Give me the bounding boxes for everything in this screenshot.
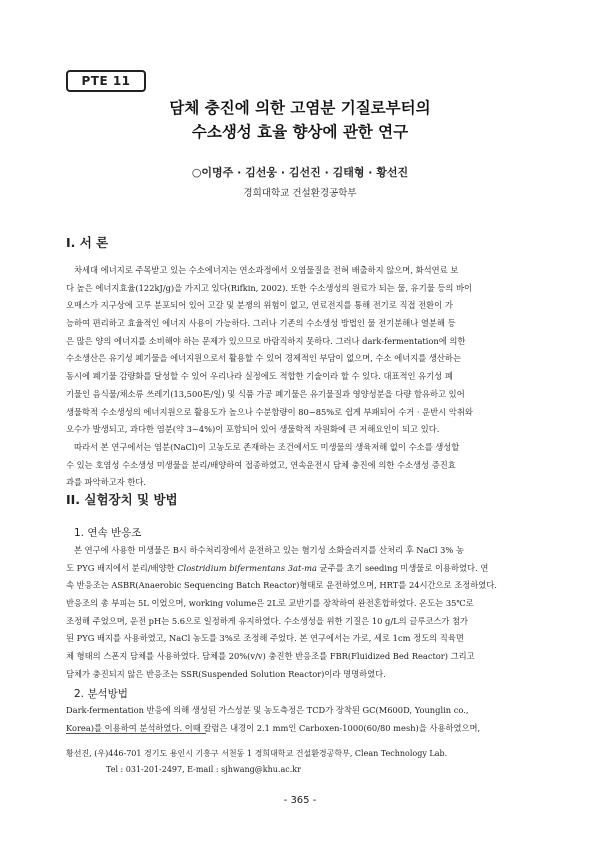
- text-line: 본 연구에 사용한 미생물은 B시 하수처리장에서 운전하고 있는 혐기성 소화슬러지를 산처리 후 NaCl 3% 농: [74, 545, 464, 555]
- text-line: Korea)를 이용하여 분석하였다. 이때 칼럼은 내경이 2.1 mm인 Carboxen-1000(60/80 mesh)을 사용하였으며,: [66, 722, 481, 733]
- text-line: 오수가 발생되고, 과다한 염분(약 3~4%)이 포함되어 있어 생물학적 자원화에 큰 저해요인이 되고 있다.: [66, 424, 440, 435]
- text-line: 오매스가 지구상에 고루 분포되어 있어 고갈 및 분쟁의 위험이 없고, 연료전지를 통해 전기로 직접 전환이 가: [66, 300, 453, 311]
- text-line: 수소생산은 유기성 폐기물을 에너지원으로서 활용할 수 있어 경제적인 부담이 없으며, 수소 에너지를 생산하는: [66, 353, 461, 364]
- text-line: Dark-fermentation 반응에 의해 생성된 가스성분 및 농도측정은 TCD가 장착된 GC(M600D, Younglin co.,: [66, 705, 469, 715]
- text-line: 반응조의 총 부피는 5L 이었으며, working volume은 2L로 교반기를 장착하여 완전혼합하였다. 온도는 35℃로: [66, 598, 474, 609]
- text-line: 다 높은 에너지효율(122kJ/g)을 가지고 있다(Rifkin, 2002). 또한 수소생성의 원료가 되는 물, 유기물 등의 바이: [66, 282, 473, 293]
- text-line: 수 있는 호염성 수소생성 미생물을 분리/배양하여 접종하였고, 연속운전시 담체 충진에 의한 수소생성 증진효: [66, 459, 456, 470]
- text-line: 담체가 충진되지 않은 반응조는 SSR(Suspended Solution Reactor)이라 명명하였다.: [66, 668, 386, 679]
- text-line: 속 반응조는 ASBR(Anaerobic Sequencing Batch Reactor)형태로 운전하였으며, HRT를 24시간으로 조정하였다.: [66, 580, 497, 591]
- title-line-2: 수소생성 효율 향상에 관한 연구: [191, 123, 409, 141]
- footnote-contact: Tel : 031-201-2497, E-mail : sjhwang@khu.ac.kr: [106, 765, 301, 774]
- text-line: 체 형태의 스폰지 담체를 사용하였다. 담체를 20%(v/v) 충진한 반응조를 FBR(Fluidized Bed Reactor) 그리고: [66, 651, 475, 662]
- section-1-paragraph-2: [66, 439, 536, 492]
- section-2-paragraph-1: [66, 542, 536, 684]
- species-name: Clostridium bifermentans 3at-ma: [177, 562, 317, 573]
- text-line: 차세대 에너지로 주목받고 있는 수소에너지는 연소과정에서 오염물질을 전혀 배출하지 않으며, 화석연료 보: [74, 265, 459, 275]
- authors: ○이명주 · 김선웅 · 김선진 · 김태형 · 황선진: [191, 166, 409, 179]
- subsection-analysis-method: 2. 분석방법: [74, 688, 128, 700]
- footnote-rule: [66, 733, 206, 734]
- text-line: 따라서 본 연구에서는 염분(NaCl)이 고농도로 존재하는 조건에서도 미생물의 생육저해 없이 수소를 생성할: [74, 442, 460, 452]
- title-line-1: 담체 충진에 의한 고염분 기질로부터의: [169, 99, 431, 117]
- section-2-heading: II. 실험장치 및 방법: [66, 492, 178, 507]
- text-line: 동시에 폐기물 감량화를 달성할 수 있어 우리나라 실정에도 적합한 기술이라 할 수 있다. 대표적인 유기성 폐: [66, 371, 453, 382]
- affiliation: 경희대학교 건설환경공학부: [243, 188, 357, 199]
- text-line: 조정해 주었으며, 운전 pH는 5.6으로 일정하게 유지하였다. 수소생성을 위한 기질은 10 g/L의 글루코스가 첨가: [66, 615, 469, 626]
- section-1-paragraph-1: [66, 262, 536, 439]
- section-1-heading: I. 서 론: [66, 235, 109, 250]
- text-line: 과를 파악하고자 한다.: [66, 477, 147, 488]
- text-line: 된 PYG 배지를 사용하였고, NaCl 농도를 3%로 조정해 주었다. 본 연구에서는 가로, 세로 1cm 정도의 직육면: [66, 633, 464, 644]
- page-number: - 365 -: [283, 795, 317, 806]
- footnote-address: 황선진, (우)446-701 경기도 용인시 기흥구 서천동 1 경희대학교 건설환경공학부, Clean Technology Lab.: [66, 749, 448, 758]
- text-line: 기물인 음식물/채소류 쓰레기(13,500톤/일) 및 식품 가공 폐기물은 유기물질과 영양성분을 다량 함유하고 있어: [66, 388, 465, 399]
- session-tag: PTE 11: [66, 70, 146, 92]
- subsection-continuous-reactor: 1. 연속 반응조: [74, 527, 142, 539]
- text-line: 도 PYG 배지에서 분리/배양한 Clostridium bifermentans 3at-ma 균주를 초기 seeding 미생물로 이용하였다. 연: [66, 562, 489, 573]
- text-line: 능하여 편리하고 효율적인 에너지 사용이 가능하다. 그러나 기존의 수소생성 방법인 물 전기분해나 열분해 등: [66, 318, 456, 329]
- text-line: 생물학적 수소생성의 에너지원으로 활용도가 높으나 수분함량이 80~85%로 쉽게 부패되어 수거 · 운반시 악취와: [66, 406, 473, 417]
- text-line: 은 많은 양의 에너지를 소비해야 하는 문제가 있으므로 바람직하지 못하다. 그러나 dark-fermentation에 의한: [66, 335, 466, 346]
